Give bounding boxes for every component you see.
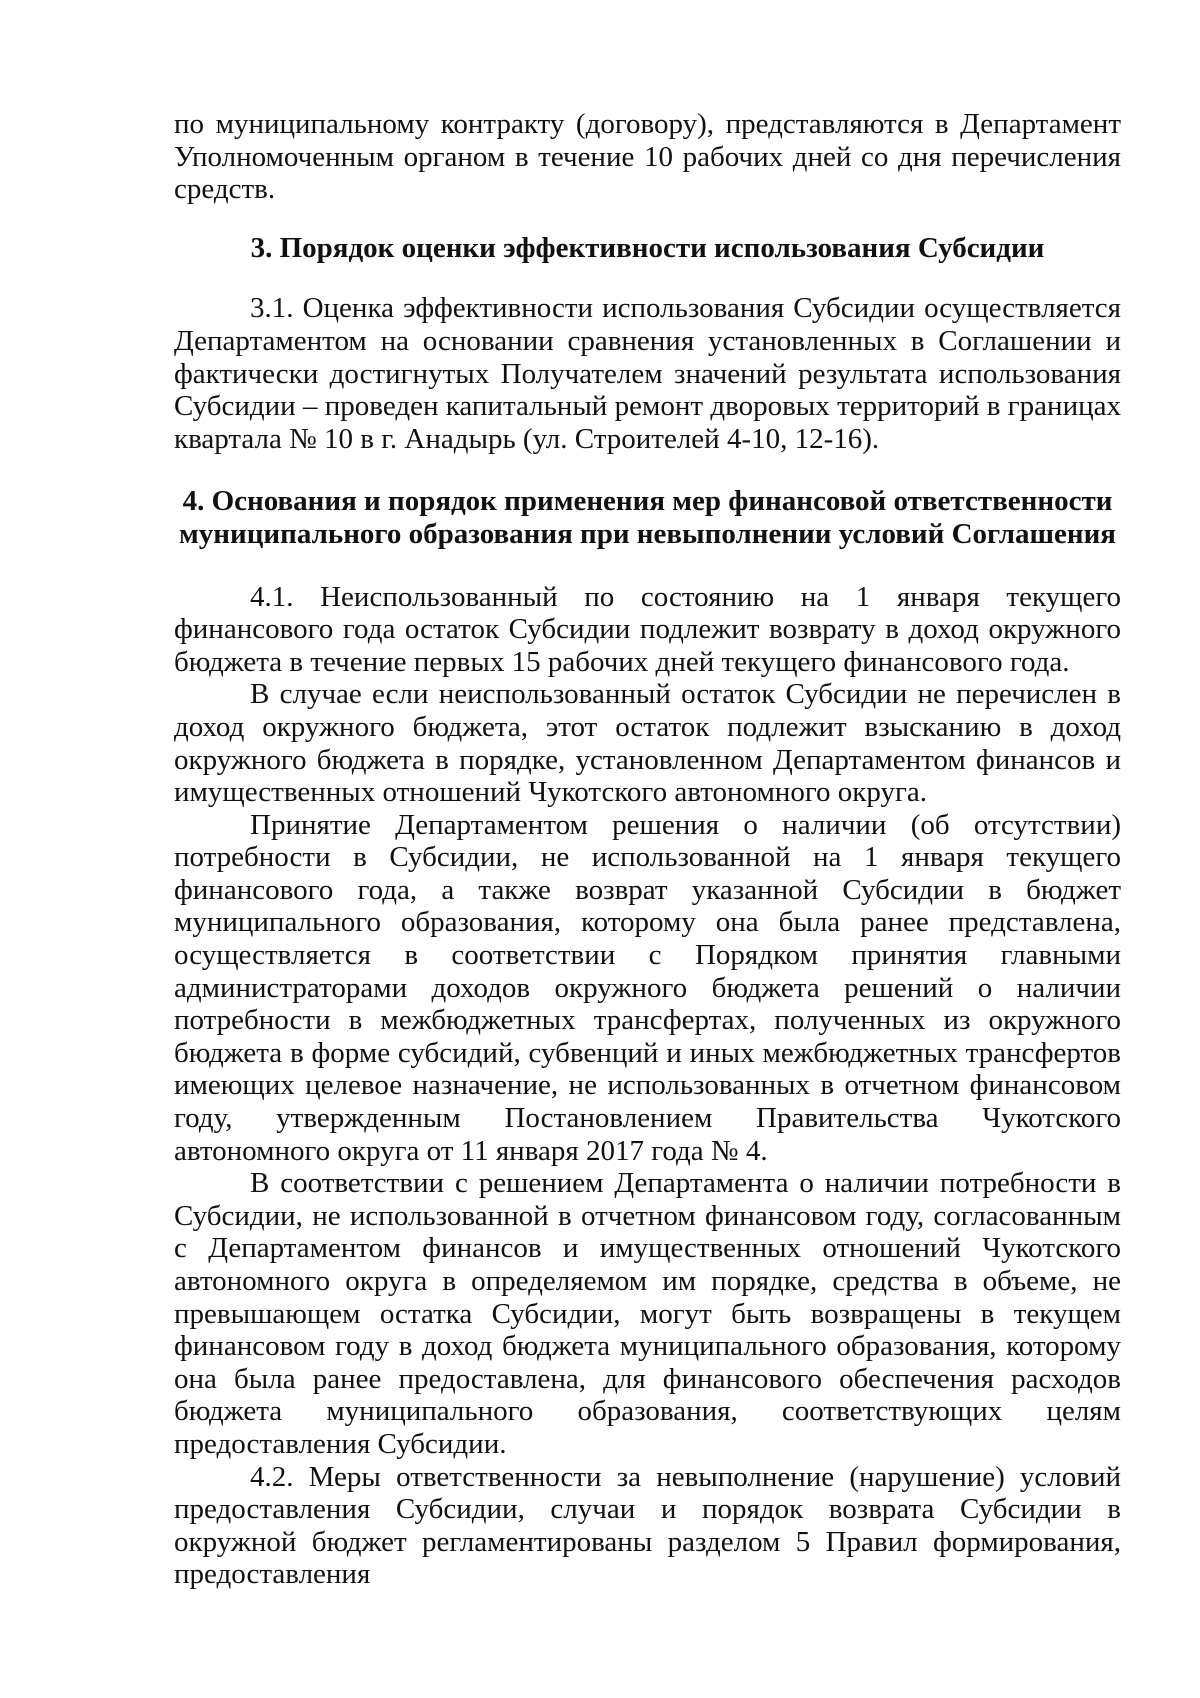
paragraph-4-1: 4.1. Неиспользованный по состоянию на 1 января текущего финансового года остаток Субсидии подлежит возврату в доход окружного бюджета в течение первых 15 рабочих дней текущего финансового года. — [174, 580, 1121, 678]
intro-paragraph: по муниципальному контракту (договору), представляются в Департамент Уполномоченным органом в течение 10 рабочих дней со дня перечисления средств. — [174, 108, 1121, 206]
section-3-heading: 3. Порядок оценки эффективности использования Субсидии — [250, 231, 1045, 264]
section-4-heading-line-1: 4. Основания и порядок применения мер финансовой ответственности — [182, 485, 1113, 518]
paragraph-4-1-second: В случае если неиспользованный остаток Субсидии не перечислен в доход окружного бюджета, этот остаток подлежит взысканию в доход окружного бюджета в порядке, установленном Департаментом финансов и имущественных отношений Чукотского автономного округа. — [174, 678, 1121, 809]
section-4-heading-line-2: муниципального образования при невыполнении условий Соглашения — [179, 517, 1116, 550]
paragraph-3-1: 3.1. Оценка эффективности использования Субсидии осуществляется Департаментом на основании сравнения установленных в Соглашении и фактически достигнутых Получателем значений результата использования Субсидии – проведен капитальный ремонт дворовых территорий в границах квартала № 10 в г. Анадырь (ул. Строителей 4-10, 12-16). — [174, 292, 1121, 455]
paragraph-4-2: 4.2. Меры ответственности за невыполнение (нарушение) условий предоставления Субсидии, случаи и порядок возврата Субсидии в окружной бюджет регламентированы разделом 5 Правил формирования, предоставления — [174, 1460, 1121, 1591]
document-page — [174, 108, 1121, 1591]
paragraph-4-1-third: Принятие Департаментом решения о наличии (об отсутствии) потребности в Субсидии, не использованной на 1 января текущего финансового года, а также возврат указанной Субсидии в бюджет муниципального образования, которому она была ранее представлена, осуществляется в соответствии с Порядком принятия главными администраторами доходов окружного бюджета решений о наличии потребности в межбюджетных трансфертах, полученных из окружного бюджета в форме субсидий, субвенций и иных межбюджетных трансфертов имеющих целевое назначение, не использованных в отчетном финансовом году, утвержденным Постановлением Правительства Чукотского автономного округа от 11 января 2017 года № 4. — [174, 808, 1121, 1167]
paragraph-4-1-fourth: В соответствии с решением Департамента о наличии потребности в Субсидии, не использованной в отчетном финансовом году, согласованным с Департаментом финансов и имущественных отношений Чукотского автономного округа в определяемом им порядке, средства в объеме, не превышающем остатка Субсидии, могут быть возвращены в текущем финансовом году в доход бюджета муниципального образования, которому она была ранее предоставлена, для финансового обеспечения расходов бюджета муниципального образования, соответствующих целям предоставления Субсидии. — [174, 1167, 1121, 1460]
section-4-heading — [174, 485, 1121, 550]
